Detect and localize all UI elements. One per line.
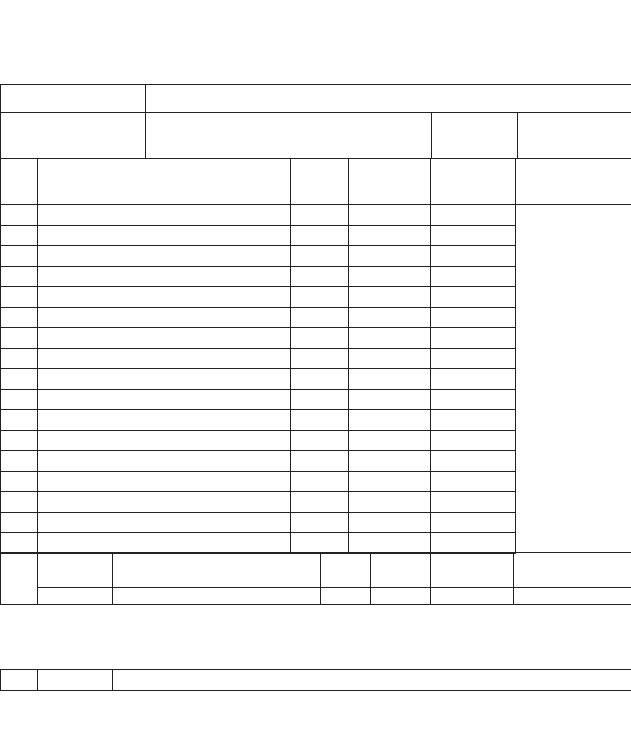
budget-side-label	[1, 159, 38, 205]
budget-value-cell	[291, 492, 349, 513]
budget-item-label	[1, 369, 38, 390]
tasks-side-label	[1, 553, 38, 605]
budget-value-cell	[38, 246, 291, 267]
budget-value-cell	[431, 410, 516, 431]
budget-row	[1, 348, 631, 369]
budget-value-cell	[38, 492, 291, 513]
budget-value-cell	[38, 307, 291, 328]
budget-row	[1, 471, 631, 492]
budget-item-label	[1, 266, 38, 287]
task-cell	[321, 588, 371, 605]
budget-value-cell	[431, 533, 516, 554]
budget-value-cell	[291, 410, 349, 431]
perf-header-right	[113, 670, 631, 691]
budget-value-cell	[349, 533, 431, 554]
tasks-header	[514, 553, 631, 588]
budget-item-label	[1, 512, 38, 533]
budget-row	[1, 205, 631, 226]
perf-side-label	[1, 670, 38, 691]
tasks-header	[113, 553, 321, 588]
budget-row	[1, 246, 631, 267]
budget-value-cell	[291, 451, 349, 472]
budget-value-cell	[431, 328, 516, 349]
budget-value-cell	[38, 430, 291, 451]
budget-item-label	[1, 389, 38, 410]
budget-value-cell	[291, 389, 349, 410]
budget-value-cell	[38, 471, 291, 492]
budget-value-cell	[291, 348, 349, 369]
budget-value-cell	[38, 451, 291, 472]
budget-header	[349, 159, 431, 205]
tasks-spacer-row	[1, 588, 631, 605]
budget-row	[1, 410, 631, 431]
budget-value-cell	[349, 430, 431, 451]
budget-header-row	[1, 159, 631, 205]
budget-value-cell	[431, 369, 516, 390]
budget-row	[1, 287, 631, 308]
dept-name-value	[146, 85, 631, 113]
budget-item-label	[1, 430, 38, 451]
budget-value-cell	[431, 471, 516, 492]
budget-item-label	[1, 246, 38, 267]
budget-value-cell	[349, 287, 431, 308]
budget-value-cell	[38, 266, 291, 287]
sub-unit-label	[432, 113, 518, 159]
budget-value-cell	[38, 369, 291, 390]
budget-value-cell	[431, 266, 516, 287]
performance-table	[0, 669, 631, 691]
budget-value-cell	[349, 246, 431, 267]
info-table	[0, 84, 631, 159]
budget-value-cell	[431, 492, 516, 513]
budget-value-cell	[38, 225, 291, 246]
budget-value-cell	[291, 307, 349, 328]
budget-value-cell	[349, 266, 431, 287]
budget-value-cell	[38, 512, 291, 533]
budget-value-cell	[38, 410, 291, 431]
budget-item-label	[1, 348, 38, 369]
budget-value-cell	[431, 389, 516, 410]
budget-item-label	[1, 328, 38, 349]
budget-value-cell	[431, 225, 516, 246]
budget-value-cell	[38, 287, 291, 308]
budget-value-cell	[291, 471, 349, 492]
sub-unit-value	[518, 113, 631, 159]
budget-value-cell	[349, 451, 431, 472]
budget-value-cell	[38, 328, 291, 349]
budget-value-cell	[349, 471, 431, 492]
budget-row	[1, 451, 631, 472]
budget-value-cell	[38, 533, 291, 554]
budget-value-cell	[291, 287, 349, 308]
budget-value-cell	[349, 307, 431, 328]
budget-item-label	[1, 287, 38, 308]
budget-value-cell	[349, 369, 431, 390]
tasks-header	[371, 553, 431, 588]
budget-value-cell	[431, 430, 516, 451]
staff-label	[1, 113, 146, 159]
budget-value-cell	[349, 348, 431, 369]
budget-value-cell	[38, 348, 291, 369]
budget-row	[1, 307, 631, 328]
task-cell	[431, 588, 514, 605]
budget-value-cell	[349, 512, 431, 533]
budget-value-cell	[349, 225, 431, 246]
budget-value-cell	[349, 410, 431, 431]
budget-row	[1, 266, 631, 287]
budget-value-cell	[431, 287, 516, 308]
budget-row	[1, 328, 631, 349]
budget-value-cell	[291, 246, 349, 267]
budget-value-cell	[291, 225, 349, 246]
budget-header	[431, 159, 516, 205]
budget-item-label	[1, 492, 38, 513]
budget-value-cell	[431, 205, 516, 226]
budget-row	[1, 512, 631, 533]
tasks-header	[431, 553, 514, 588]
budget-item-label	[1, 533, 38, 554]
dept-name-label	[1, 85, 146, 113]
perf-header-left	[38, 670, 113, 691]
budget-row	[1, 225, 631, 246]
budget-item-label	[1, 205, 38, 226]
task-cell	[371, 588, 431, 605]
staff-value	[146, 113, 432, 159]
budget-value-cell	[38, 205, 291, 226]
tasks-header	[38, 553, 113, 588]
budget-value-cell	[38, 389, 291, 410]
budget-value-cell	[349, 492, 431, 513]
budget-value-cell	[349, 389, 431, 410]
tasks-header-row	[1, 553, 631, 588]
budget-value-cell	[291, 328, 349, 349]
budget-row	[1, 430, 631, 451]
budget-value-cell	[349, 328, 431, 349]
tasks-header	[321, 553, 371, 588]
task-cell	[113, 588, 321, 605]
budget-row	[1, 369, 631, 390]
budget-item-label	[1, 410, 38, 431]
task-cell	[514, 588, 631, 605]
budget-value-cell	[291, 533, 349, 554]
budget-value-cell	[431, 307, 516, 328]
budget-row	[1, 492, 631, 513]
budget-item-label	[1, 451, 38, 472]
tasks-table	[0, 552, 631, 605]
budget-value-cell	[431, 512, 516, 533]
budget-value-cell	[291, 369, 349, 390]
budget-row	[1, 533, 631, 554]
budget-value-cell	[291, 430, 349, 451]
budget-item-label	[1, 307, 38, 328]
perf-header-row	[1, 670, 631, 691]
task-cell	[38, 588, 113, 605]
budget-header	[291, 159, 349, 205]
budget-item-label	[1, 225, 38, 246]
budget-table	[0, 158, 631, 554]
budget-row	[1, 389, 631, 410]
budget-value-cell	[349, 205, 431, 226]
budget-value-cell	[291, 205, 349, 226]
budget-value-cell	[291, 266, 349, 287]
budget-value-cell	[431, 246, 516, 267]
budget-header	[38, 159, 291, 205]
budget-header	[516, 159, 631, 205]
budget-item-label	[1, 471, 38, 492]
budget-value-cell	[431, 348, 516, 369]
budget-value-cell	[431, 451, 516, 472]
budget-value-cell	[291, 512, 349, 533]
